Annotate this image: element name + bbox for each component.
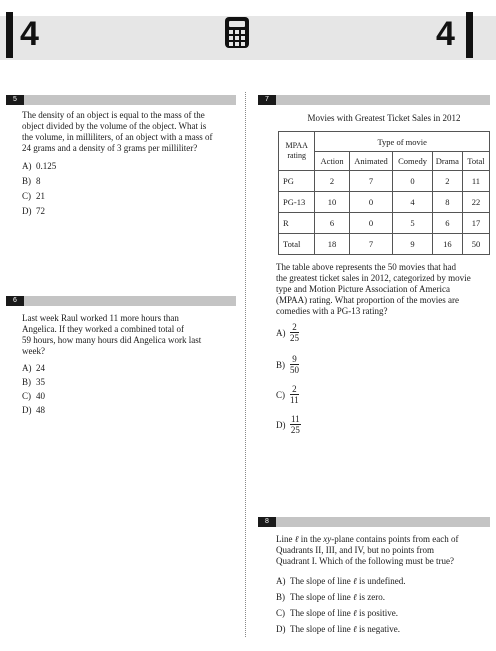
question-8-option-d[interactable]: D) The slope of line ℓ is negative. [276,624,400,634]
section-number-left: 4 [20,15,39,53]
table-cell: 7 [349,234,393,255]
fraction: $\frac{2}{25}$ [290,322,299,343]
section-header-left-bar [6,12,13,58]
question-7-option-d[interactable]: D) $\frac{11}{25}$ [276,414,300,435]
table-cell: 4 [393,192,432,213]
question-7-stem: The table above represents the 50 movies that had the greatest ticket sales in 2012, categorized by movie type and Motion Picture Association of America (MPAA) rating. What proportion of the movies are comedies with a PG-13 rating? [276,262,471,316]
question-7-option-c[interactable]: C) $\frac{2}{11}$ [276,384,299,405]
question-8-option-c[interactable]: C) The slope of line ℓ is positive. [276,608,398,618]
fraction: $\frac{9}{50}$ [290,354,299,375]
question-5-option-c[interactable]: C) 21 [22,191,45,201]
row-label: PG-13 [279,192,315,213]
question-7-option-a[interactable]: A) $\frac{2}{25}$ [276,322,299,343]
question-7-option-b[interactable]: B) $\frac{9}{50}$ [276,354,299,375]
row-label: R [279,213,315,234]
table-row [279,234,490,255]
table-cell: 50 [462,234,489,255]
question-8-option-a[interactable]: A) The slope of line ℓ is undefined. [276,576,406,586]
table-cell: 7 [349,171,393,192]
row-label: PG [279,171,315,192]
table-cell: 17 [462,213,489,234]
table-cell: 22 [462,192,489,213]
question-6-number: 6 [6,296,24,306]
table-cell: 11 [462,171,489,192]
table-cell: 0 [349,192,393,213]
question-5-option-d[interactable]: D) 72 [22,206,45,216]
fraction: $\frac{11}{25}$ [290,414,300,435]
question-5-stem: The density of an object is equal to the mass of the object divided by the volume of the object. What is the volume, in milliliters, of an object with a mass of 24 grams and a density of 3 grams per milliliter? [22,110,213,153]
column-header: Comedy [393,152,432,171]
question-8-bar [258,517,490,527]
table-cell: 2 [432,171,462,192]
question-8-option-b[interactable]: B) The slope of line ℓ is zero. [276,592,385,602]
table-title: Movies with Greatest Ticket Sales in 2012 [307,113,461,123]
question-6-option-b[interactable]: B) 35 [22,377,45,387]
group-header-cell: Type of movie [315,132,490,152]
column-divider [245,92,246,637]
table-cell: 2 [315,171,349,192]
table-row [279,213,490,234]
table-cell: 6 [315,213,349,234]
question-6-stem: Last week Raul worked 11 more hours than Angelica. If they worked a combined total of 59 hours, how many hours did Angelica work last week? [22,313,202,356]
table-row [279,192,490,213]
question-5-bar [6,95,236,105]
table-cell: 0 [393,171,432,192]
question-7-number: 7 [258,95,276,105]
question-5-option-b[interactable]: B) 8 [22,176,41,186]
question-8-number: 8 [258,517,276,527]
question-6-option-c[interactable]: C) 40 [22,391,45,401]
table-cell: 9 [393,234,432,255]
column-header: Total [462,152,489,171]
table-cell: 16 [432,234,462,255]
movies-table [278,131,490,255]
column-header: Action [315,152,349,171]
table-cell: 18 [315,234,349,255]
table-cell: 0 [349,213,393,234]
question-6-bar [6,296,236,306]
section-header-right-bar [466,12,473,58]
table-row [279,171,490,192]
table-cell: 6 [432,213,462,234]
table-cell: 10 [315,192,349,213]
question-7-bar [258,95,490,105]
question-5-number: 5 [6,95,24,105]
column-header: Drama [432,152,462,171]
calculator-icon [225,17,249,48]
section-number-right: 4 [436,15,455,53]
question-8-stem: Line ℓ in the xy-plane contains points from each of Quadrants II, III, and IV, but no points from Quadrant I. Which of the following must be true? [276,534,459,566]
row-label: Total [279,234,315,255]
row-header-cell: MPAA rating [279,132,315,171]
fraction: $\frac{2}{11}$ [290,384,299,405]
table-cell: 8 [432,192,462,213]
question-5-option-a[interactable]: A) 0.125 [22,161,57,171]
column-header: Animated [349,152,393,171]
question-6-option-a[interactable]: A) 24 [22,363,45,373]
question-6-option-d[interactable]: D) 48 [22,405,45,415]
table-cell: 5 [393,213,432,234]
